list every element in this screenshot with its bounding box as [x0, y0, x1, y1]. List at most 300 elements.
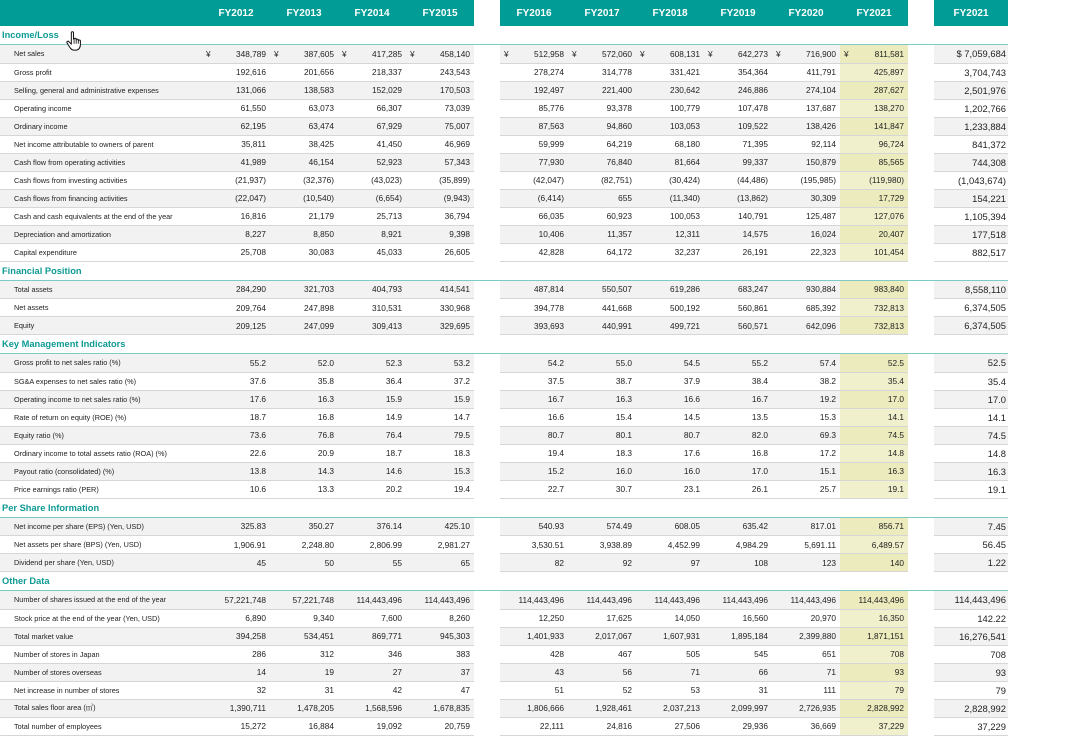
value-text: 354,364 [738, 67, 768, 77]
usd-value-cell: 114,443,496 [934, 591, 1008, 610]
value-text: 19.2 [819, 394, 836, 404]
column-gap [908, 681, 934, 699]
value-text: 14.1 [887, 412, 904, 422]
value-text: 64,219 [606, 139, 632, 149]
column-gap [474, 135, 500, 153]
value-cell-highlighted [840, 699, 908, 717]
value-text: 43 [554, 667, 564, 677]
value-cell [500, 627, 568, 645]
value-cell-highlighted [840, 681, 908, 699]
value-cell [406, 299, 474, 317]
value-cell [636, 480, 704, 498]
value-cell [772, 135, 840, 153]
value-cell [202, 153, 270, 171]
table-row [0, 354, 1008, 373]
value-cell [500, 189, 568, 207]
yen-symbol: ¥ [708, 48, 713, 59]
value-text: 945,303 [440, 631, 470, 641]
value-text: 15.3 [819, 412, 836, 422]
column-gap [908, 171, 934, 189]
value-cell-highlighted [840, 63, 908, 81]
value-text: 2,726,935 [799, 703, 836, 713]
value-text: 17,625 [606, 613, 632, 623]
value-cell [704, 627, 772, 645]
row-label: Gross profit to net sales ratio (%) [0, 354, 202, 373]
value-text: 560,571 [738, 320, 768, 331]
value-cell [500, 225, 568, 243]
value-cell [500, 135, 568, 153]
yen-symbol: ¥ [274, 48, 279, 59]
value-text: (42,047) [533, 175, 564, 185]
value-text: 655 [618, 193, 632, 203]
value-text: 348,789 [236, 48, 266, 59]
value-cell [772, 45, 840, 64]
usd-value-cell: 1,202,766 [934, 99, 1008, 117]
value-cell [202, 299, 270, 317]
table-row [0, 645, 1008, 663]
table-row [0, 280, 1008, 299]
value-text: 123 [822, 557, 836, 568]
value-cell [270, 171, 338, 189]
value-cell [406, 717, 474, 735]
column-gap [474, 645, 500, 663]
value-text: (43,023) [371, 175, 402, 185]
column-gap [908, 609, 934, 627]
value-text: 19.4 [453, 484, 470, 494]
yen-symbol: ¥ [342, 48, 347, 59]
value-text: 17.0 [887, 394, 904, 404]
value-text: 138,426 [806, 121, 836, 131]
value-cell [500, 462, 568, 480]
section-header-row [0, 335, 1008, 354]
value-text: 642,096 [806, 320, 836, 331]
section-header-row [0, 261, 1008, 280]
column-gap [908, 536, 934, 554]
value-text: 45 [256, 557, 266, 568]
value-cell [202, 609, 270, 627]
value-cell [568, 681, 636, 699]
value-cell [636, 135, 704, 153]
value-text: 14,050 [674, 613, 700, 623]
value-cell [500, 243, 568, 261]
value-text: 63,073 [308, 103, 334, 113]
value-cell-highlighted [840, 207, 908, 225]
value-text: 37 [460, 667, 470, 677]
column-gap [474, 45, 500, 64]
row-label: Net increase in number of stores [0, 681, 202, 699]
column-gap [908, 81, 934, 99]
value-cell [406, 627, 474, 645]
value-text: 14.9 [385, 412, 402, 422]
value-text: 97 [690, 557, 700, 568]
value-cell [202, 280, 270, 299]
value-text: 201,656 [304, 67, 334, 77]
value-cell [568, 426, 636, 444]
value-text: 16,024 [810, 229, 836, 239]
value-text: 425.10 [444, 521, 470, 532]
column-gap [474, 462, 500, 480]
column-gap [474, 372, 500, 390]
value-cell [202, 408, 270, 426]
value-text: 26,191 [742, 247, 768, 257]
value-cell [500, 554, 568, 572]
value-cell [406, 681, 474, 699]
value-text: 41,450 [376, 139, 402, 149]
value-text: 114,443,496 [654, 594, 700, 605]
value-cell [270, 354, 338, 373]
value-text: 383 [456, 649, 470, 659]
value-text: 685,392 [806, 302, 836, 313]
value-text: 26,605 [444, 247, 470, 257]
value-text: 8,227 [245, 229, 266, 239]
year-header: FY2016 [500, 0, 568, 26]
value-text: 54.2 [547, 357, 564, 368]
value-cell [406, 317, 474, 335]
value-cell [406, 135, 474, 153]
value-text: 66,035 [538, 211, 564, 221]
value-cell [568, 171, 636, 189]
value-cell [568, 225, 636, 243]
table-row [0, 627, 1008, 645]
value-text: 55.0 [615, 357, 632, 368]
value-text: 27 [392, 667, 402, 677]
value-cell [338, 45, 406, 64]
row-label: Dividend per share (Yen, USD) [0, 554, 202, 572]
value-cell [500, 663, 568, 681]
value-cell-highlighted [840, 645, 908, 663]
value-cell [270, 408, 338, 426]
row-label: SG&A expenses to net sales ratio (%) [0, 372, 202, 390]
value-cell [406, 207, 474, 225]
value-text: 15.9 [453, 394, 470, 404]
value-text: 19 [324, 667, 334, 677]
value-cell-highlighted [840, 317, 908, 335]
value-cell [202, 591, 270, 610]
value-cell [202, 444, 270, 462]
value-cell [500, 426, 568, 444]
value-cell [500, 117, 568, 135]
value-cell [568, 645, 636, 663]
value-text: 350.27 [308, 521, 334, 532]
year-header: FY2019 [704, 0, 772, 26]
value-text: 31 [758, 685, 768, 695]
table-row [0, 426, 1008, 444]
value-cell [500, 717, 568, 735]
value-cell [202, 99, 270, 117]
value-cell-highlighted [840, 153, 908, 171]
value-cell [704, 99, 772, 117]
usd-value-cell: 744,308 [934, 153, 1008, 171]
value-text: 73,039 [444, 103, 470, 113]
value-text: 13.8 [249, 466, 266, 476]
value-cell [500, 354, 568, 373]
value-text: 30,309 [810, 193, 836, 203]
value-cell [406, 609, 474, 627]
value-text: (6,654) [375, 193, 402, 203]
table-row [0, 81, 1008, 99]
value-text: 15.2 [547, 466, 564, 476]
section-header-row [0, 572, 1008, 591]
value-text: 608.05 [674, 521, 700, 532]
value-text: 505 [686, 649, 700, 659]
value-text: 141,847 [874, 121, 904, 131]
value-cell [202, 45, 270, 64]
usd-value-cell: 93 [934, 663, 1008, 681]
usd-value-cell: (1,043,674) [934, 171, 1008, 189]
column-gap [474, 117, 500, 135]
value-text: 12,250 [538, 613, 564, 623]
value-text: 152,029 [372, 85, 402, 95]
value-text: 2,037,213 [663, 703, 700, 713]
column-gap [908, 317, 934, 335]
value-cell [202, 372, 270, 390]
value-cell [568, 135, 636, 153]
usd-value-cell: 841,372 [934, 135, 1008, 153]
value-cell-highlighted [840, 243, 908, 261]
value-cell [270, 45, 338, 64]
value-text: 411,791 [806, 67, 836, 77]
header-label-cell [0, 0, 202, 26]
value-cell [772, 408, 840, 426]
column-gap [474, 81, 500, 99]
value-text: 37.6 [249, 376, 266, 386]
value-cell [406, 354, 474, 373]
value-text: 394,258 [236, 631, 266, 641]
value-text: 19.4 [547, 448, 564, 458]
value-text: 574.49 [606, 521, 632, 532]
value-cell [636, 536, 704, 554]
value-text: (44,486) [737, 175, 768, 185]
value-cell [568, 517, 636, 536]
value-text: 17.6 [249, 394, 266, 404]
value-text: 94,860 [606, 121, 632, 131]
value-text: 82 [554, 557, 564, 568]
table-row [0, 117, 1008, 135]
value-cell [636, 408, 704, 426]
value-text: 81,664 [674, 157, 700, 167]
value-text: 246,886 [738, 85, 768, 95]
value-text: 732,813 [874, 320, 904, 331]
column-gap [908, 63, 934, 81]
value-text: 1,568,596 [365, 703, 402, 713]
value-text: 109,522 [738, 121, 768, 131]
value-text: 14.3 [317, 466, 334, 476]
value-text: 92 [622, 557, 632, 568]
value-text: 55.2 [249, 357, 266, 368]
value-cell [704, 591, 772, 610]
value-cell-highlighted [840, 390, 908, 408]
value-text: 111 [823, 685, 836, 695]
value-text: 13.3 [317, 484, 334, 494]
value-cell [202, 536, 270, 554]
value-text: 52,923 [376, 157, 402, 167]
value-cell-highlighted [840, 117, 908, 135]
value-text: 15.3 [453, 466, 470, 476]
value-text: 325.83 [240, 521, 266, 532]
value-cell [202, 480, 270, 498]
value-cell [338, 536, 406, 554]
value-cell [636, 390, 704, 408]
value-cell [568, 45, 636, 64]
value-text: 930,884 [806, 284, 836, 295]
value-cell-highlighted [840, 299, 908, 317]
value-cell [270, 225, 338, 243]
value-cell [338, 63, 406, 81]
value-cell [568, 536, 636, 554]
value-cell [704, 243, 772, 261]
value-cell [772, 645, 840, 663]
value-cell [270, 135, 338, 153]
value-cell [500, 207, 568, 225]
value-text: 37.9 [683, 376, 700, 386]
value-text: 127,076 [874, 211, 904, 221]
column-gap [474, 517, 500, 536]
value-cell [270, 717, 338, 735]
usd-value-cell: 2,828,992 [934, 699, 1008, 717]
value-text: 92,114 [811, 139, 836, 149]
column-gap [908, 299, 934, 317]
value-cell [406, 99, 474, 117]
value-cell [704, 189, 772, 207]
value-text: 221,400 [602, 85, 632, 95]
section-title: Other Data [0, 572, 1008, 591]
value-text: 37.2 [453, 376, 470, 386]
table-row [0, 372, 1008, 390]
usd-value-cell: 56.45 [934, 536, 1008, 554]
value-text: 16.6 [547, 412, 564, 422]
value-text: 138,583 [304, 85, 334, 95]
usd-value-cell: 8,558,110 [934, 280, 1008, 299]
value-text: (30,424) [669, 175, 700, 185]
value-cell [636, 699, 704, 717]
value-cell [704, 171, 772, 189]
value-text: 38.7 [615, 376, 632, 386]
value-cell [704, 317, 772, 335]
value-cell-highlighted [840, 408, 908, 426]
value-text: 22,111 [539, 721, 564, 731]
value-cell [568, 317, 636, 335]
value-text: 66 [758, 667, 768, 677]
value-text: 20,759 [444, 721, 470, 731]
value-text: 560,861 [738, 302, 768, 313]
value-text: 55.2 [751, 357, 768, 368]
value-text: 8,921 [381, 229, 402, 239]
value-cell-highlighted [840, 627, 908, 645]
value-text: 14.6 [385, 466, 402, 476]
value-cell [270, 681, 338, 699]
value-cell [704, 517, 772, 536]
column-gap [908, 627, 934, 645]
value-cell-highlighted [840, 81, 908, 99]
value-text: 1,678,835 [433, 703, 470, 713]
value-cell [500, 63, 568, 81]
value-cell [772, 317, 840, 335]
table-row [0, 699, 1008, 717]
value-cell [704, 609, 772, 627]
usd-value-cell: 6,374,505 [934, 299, 1008, 317]
row-label: Cash and cash equivalents at the end of the year [0, 207, 202, 225]
value-cell [202, 135, 270, 153]
value-text: 76.4 [385, 430, 402, 440]
value-text: 811,581 [874, 48, 904, 59]
value-text: 869,771 [372, 631, 402, 641]
column-gap [474, 317, 500, 335]
value-text: 9,340 [313, 613, 334, 623]
value-cell [704, 426, 772, 444]
year-header: FY2018 [636, 0, 704, 26]
value-cell [500, 299, 568, 317]
value-cell [704, 390, 772, 408]
value-text: 64,172 [606, 247, 632, 257]
value-text: 57.4 [819, 357, 836, 368]
value-cell [270, 280, 338, 299]
column-gap [474, 189, 500, 207]
column-gap [908, 0, 934, 26]
value-text: 150,879 [806, 157, 836, 167]
value-cell [636, 354, 704, 373]
column-gap [908, 554, 934, 572]
value-cell [338, 153, 406, 171]
value-text: 75,007 [444, 121, 470, 131]
value-cell [406, 372, 474, 390]
value-text: 15.1 [819, 466, 836, 476]
row-label: Net assets [0, 299, 202, 317]
value-cell [772, 225, 840, 243]
value-cell [704, 45, 772, 64]
value-cell-highlighted [840, 171, 908, 189]
value-cell [704, 554, 772, 572]
value-cell-highlighted [840, 372, 908, 390]
value-text: 17.0 [751, 466, 768, 476]
value-text: 10.6 [249, 484, 266, 494]
value-cell [270, 207, 338, 225]
value-text: (9,943) [443, 193, 470, 203]
value-cell [704, 354, 772, 373]
table-row [0, 225, 1008, 243]
value-cell [636, 207, 704, 225]
value-cell [568, 480, 636, 498]
table-row [0, 536, 1008, 554]
value-cell [704, 645, 772, 663]
row-label: Net income attributable to owners of parent [0, 135, 202, 153]
value-text: 36.4 [385, 376, 402, 386]
value-cell [568, 81, 636, 99]
yen-symbol: ¥ [206, 48, 211, 59]
value-text: 14.5 [683, 412, 700, 422]
value-text: 61,550 [240, 103, 266, 113]
value-cell [338, 591, 406, 610]
row-label: Ordinary income to total assets ratio (ROA) (%) [0, 444, 202, 462]
value-cell [568, 372, 636, 390]
table-row [0, 135, 1008, 153]
value-cell [636, 517, 704, 536]
value-text: 243,543 [440, 67, 470, 77]
row-label: Number of stores in Japan [0, 645, 202, 663]
value-text: 16.7 [547, 394, 564, 404]
section-header-row [0, 26, 1008, 45]
value-cell [406, 117, 474, 135]
value-text: 18.3 [453, 448, 470, 458]
value-text: 16.0 [615, 466, 632, 476]
value-text: 14.8 [887, 448, 904, 458]
year-header: FY2012 [202, 0, 270, 26]
value-text: 108 [754, 557, 768, 568]
value-cell [406, 243, 474, 261]
value-text: 487,814 [534, 284, 564, 295]
value-cell [772, 171, 840, 189]
column-gap [474, 609, 500, 627]
value-text: 394,778 [534, 302, 564, 313]
